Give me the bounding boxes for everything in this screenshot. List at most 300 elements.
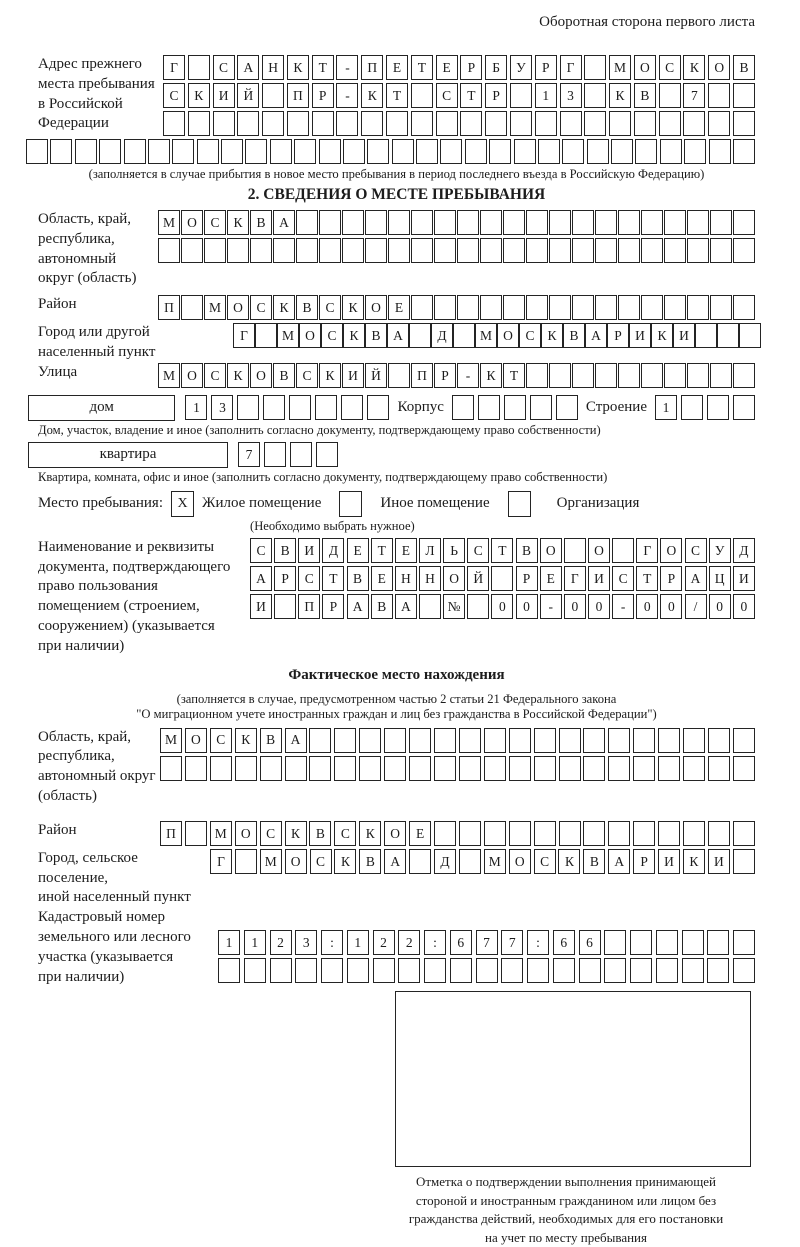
char-cell[interactable]	[733, 756, 755, 781]
char-cell[interactable]	[235, 756, 257, 781]
char-cell[interactable]: О	[235, 821, 257, 846]
checkbox-zhiloe[interactable]: X	[171, 491, 194, 517]
char-cell[interactable]: Р	[485, 83, 507, 108]
char-cell[interactable]: 0	[733, 594, 755, 619]
char-cell[interactable]: Г	[560, 55, 582, 80]
char-cell[interactable]	[739, 323, 761, 348]
char-cell[interactable]	[309, 728, 331, 753]
char-cell[interactable]: 1	[347, 930, 369, 955]
char-cell[interactable]: О	[540, 538, 562, 563]
char-cell[interactable]: С	[534, 849, 556, 874]
char-cell[interactable]	[295, 958, 317, 983]
char-cell[interactable]: Д	[322, 538, 344, 563]
char-cell[interactable]	[527, 958, 549, 983]
char-cell[interactable]: И	[733, 566, 755, 591]
char-cell[interactable]	[319, 139, 341, 164]
char-cell[interactable]	[210, 756, 232, 781]
char-cell[interactable]	[608, 821, 630, 846]
char-cell[interactable]	[526, 295, 548, 320]
char-cell[interactable]: М	[609, 55, 631, 80]
char-cell[interactable]: В	[296, 295, 318, 320]
char-cell[interactable]: С	[659, 55, 681, 80]
char-cell[interactable]	[595, 295, 617, 320]
char-cell[interactable]	[457, 295, 479, 320]
char-cell[interactable]: А	[608, 849, 630, 874]
char-cell[interactable]	[221, 139, 243, 164]
char-cell[interactable]	[509, 756, 531, 781]
char-cell[interactable]: А	[685, 566, 707, 591]
char-cell[interactable]: -	[540, 594, 562, 619]
char-cell[interactable]: И	[588, 566, 610, 591]
char-cell[interactable]	[584, 83, 606, 108]
char-cell[interactable]: Е	[436, 55, 458, 80]
char-cell[interactable]	[255, 323, 277, 348]
char-cell[interactable]	[503, 295, 525, 320]
char-cell[interactable]	[579, 958, 601, 983]
char-cell[interactable]	[503, 238, 525, 263]
char-cell[interactable]: С	[612, 566, 634, 591]
char-cell[interactable]	[634, 111, 656, 136]
char-cell[interactable]: К	[287, 55, 309, 80]
char-cell[interactable]	[365, 238, 387, 263]
char-cell[interactable]: О	[660, 538, 682, 563]
char-cell[interactable]	[491, 566, 513, 591]
char-cell[interactable]	[188, 111, 210, 136]
char-cell[interactable]	[683, 728, 705, 753]
char-cell[interactable]: С	[685, 538, 707, 563]
char-cell[interactable]	[361, 111, 383, 136]
char-cell[interactable]	[618, 363, 640, 388]
char-cell[interactable]: К	[334, 849, 356, 874]
char-cell[interactable]	[618, 238, 640, 263]
char-cell[interactable]: В	[563, 323, 585, 348]
char-cell[interactable]	[635, 139, 657, 164]
char-cell[interactable]: С	[310, 849, 332, 874]
char-cell[interactable]	[658, 821, 680, 846]
char-cell[interactable]	[294, 139, 316, 164]
char-cell[interactable]	[124, 139, 146, 164]
char-cell[interactable]	[50, 139, 72, 164]
char-cell[interactable]	[388, 210, 410, 235]
char-cell[interactable]: О	[227, 295, 249, 320]
char-cell[interactable]	[549, 295, 571, 320]
char-cell[interactable]	[604, 958, 626, 983]
char-cell[interactable]: 7	[476, 930, 498, 955]
char-cell[interactable]: М	[277, 323, 299, 348]
char-cell[interactable]	[343, 139, 365, 164]
char-cell[interactable]: Т	[312, 55, 334, 80]
char-cell[interactable]: А	[395, 594, 417, 619]
char-cell[interactable]	[367, 395, 389, 420]
char-cell[interactable]: И	[629, 323, 651, 348]
char-cell[interactable]: 1	[535, 83, 557, 108]
char-cell[interactable]: П	[158, 295, 180, 320]
char-cell[interactable]: Д	[431, 323, 453, 348]
char-cell[interactable]: И	[708, 849, 730, 874]
char-cell[interactable]	[708, 728, 730, 753]
char-cell[interactable]	[467, 594, 489, 619]
char-cell[interactable]: 1	[244, 930, 266, 955]
char-cell[interactable]	[664, 363, 686, 388]
char-cell[interactable]	[453, 323, 475, 348]
char-cell[interactable]: 2	[398, 930, 420, 955]
char-cell[interactable]: О	[588, 538, 610, 563]
char-cell[interactable]: К	[235, 728, 257, 753]
char-cell[interactable]	[434, 238, 456, 263]
char-cell[interactable]	[99, 139, 121, 164]
char-cell[interactable]: С	[298, 566, 320, 591]
char-cell[interactable]: Г	[233, 323, 255, 348]
char-cell[interactable]	[682, 930, 704, 955]
char-cell[interactable]: К	[319, 363, 341, 388]
char-cell[interactable]	[309, 756, 331, 781]
char-cell[interactable]	[683, 111, 705, 136]
char-cell[interactable]: 0	[636, 594, 658, 619]
char-cell[interactable]	[181, 295, 203, 320]
house-box[interactable]: дом	[28, 395, 175, 421]
char-cell[interactable]: -	[612, 594, 634, 619]
char-cell[interactable]: 7	[501, 930, 523, 955]
char-cell[interactable]: :	[424, 930, 446, 955]
char-cell[interactable]	[538, 139, 560, 164]
char-cell[interactable]: :	[527, 930, 549, 955]
char-cell[interactable]	[733, 849, 755, 874]
char-cell[interactable]	[484, 821, 506, 846]
char-cell[interactable]: К	[480, 363, 502, 388]
char-cell[interactable]	[559, 728, 581, 753]
char-cell[interactable]	[250, 238, 272, 263]
char-cell[interactable]	[347, 958, 369, 983]
char-cell[interactable]	[388, 363, 410, 388]
char-cell[interactable]	[342, 210, 364, 235]
char-cell[interactable]	[612, 538, 634, 563]
char-cell[interactable]	[733, 930, 755, 955]
char-cell[interactable]	[707, 395, 729, 420]
char-cell[interactable]: О	[384, 821, 406, 846]
char-cell[interactable]	[262, 111, 284, 136]
char-cell[interactable]: В	[250, 210, 272, 235]
char-cell[interactable]	[630, 930, 652, 955]
char-cell[interactable]	[411, 210, 433, 235]
char-cell[interactable]	[609, 111, 631, 136]
char-cell[interactable]	[75, 139, 97, 164]
char-cell[interactable]: А	[585, 323, 607, 348]
char-cell[interactable]: У	[510, 55, 532, 80]
char-cell[interactable]: :	[321, 930, 343, 955]
char-cell[interactable]: К	[683, 55, 705, 80]
char-cell[interactable]	[367, 139, 389, 164]
char-cell[interactable]	[683, 821, 705, 846]
char-cell[interactable]	[583, 821, 605, 846]
char-cell[interactable]: Е	[388, 295, 410, 320]
char-cell[interactable]	[188, 55, 210, 80]
char-cell[interactable]: М	[158, 363, 180, 388]
char-cell[interactable]	[434, 210, 456, 235]
char-cell[interactable]: С	[334, 821, 356, 846]
char-cell[interactable]	[274, 594, 296, 619]
char-cell[interactable]: 2	[270, 930, 292, 955]
char-cell[interactable]: 6	[553, 930, 575, 955]
char-cell[interactable]	[608, 728, 630, 753]
char-cell[interactable]: Т	[460, 83, 482, 108]
char-cell[interactable]	[526, 238, 548, 263]
char-cell[interactable]: П	[287, 83, 309, 108]
char-cell[interactable]: К	[651, 323, 673, 348]
char-cell[interactable]: А	[237, 55, 259, 80]
char-cell[interactable]	[359, 728, 381, 753]
char-cell[interactable]: С	[250, 295, 272, 320]
char-cell[interactable]	[514, 139, 536, 164]
char-cell[interactable]: М	[210, 821, 232, 846]
char-cell[interactable]: О	[285, 849, 307, 874]
char-cell[interactable]	[572, 238, 594, 263]
char-cell[interactable]	[365, 210, 387, 235]
char-cell[interactable]	[398, 958, 420, 983]
char-cell[interactable]	[584, 111, 606, 136]
char-cell[interactable]	[633, 728, 655, 753]
char-cell[interactable]	[480, 238, 502, 263]
char-cell[interactable]: О	[509, 849, 531, 874]
char-cell[interactable]: В	[516, 538, 538, 563]
char-cell[interactable]: Ь	[443, 538, 465, 563]
char-cell[interactable]: К	[343, 323, 365, 348]
char-cell[interactable]: Е	[371, 566, 393, 591]
char-cell[interactable]	[687, 210, 709, 235]
char-cell[interactable]: -	[336, 83, 358, 108]
char-cell[interactable]: М	[204, 295, 226, 320]
char-cell[interactable]	[695, 323, 717, 348]
char-cell[interactable]: Й	[467, 566, 489, 591]
char-cell[interactable]: А	[387, 323, 409, 348]
char-cell[interactable]: В	[634, 83, 656, 108]
char-cell[interactable]	[510, 111, 532, 136]
char-cell[interactable]: Г	[564, 566, 586, 591]
char-cell[interactable]	[450, 958, 472, 983]
char-cell[interactable]: Г	[636, 538, 658, 563]
char-cell[interactable]	[707, 958, 729, 983]
char-cell[interactable]	[262, 83, 284, 108]
char-cell[interactable]	[510, 83, 532, 108]
char-cell[interactable]	[296, 210, 318, 235]
char-cell[interactable]	[664, 210, 686, 235]
char-cell[interactable]: Ц	[709, 566, 731, 591]
char-cell[interactable]	[641, 295, 663, 320]
char-cell[interactable]	[656, 958, 678, 983]
checkbox-inoe[interactable]	[339, 491, 362, 517]
char-cell[interactable]	[710, 238, 732, 263]
char-cell[interactable]: В	[347, 566, 369, 591]
char-cell[interactable]: К	[361, 83, 383, 108]
char-cell[interactable]: В	[359, 849, 381, 874]
char-cell[interactable]	[658, 728, 680, 753]
char-cell[interactable]	[535, 111, 557, 136]
char-cell[interactable]: К	[683, 849, 705, 874]
char-cell[interactable]: В	[733, 55, 755, 80]
char-cell[interactable]: 0	[660, 594, 682, 619]
char-cell[interactable]	[285, 756, 307, 781]
char-cell[interactable]	[319, 238, 341, 263]
char-cell[interactable]	[342, 238, 364, 263]
char-cell[interactable]	[656, 930, 678, 955]
char-cell[interactable]: О	[185, 728, 207, 753]
char-cell[interactable]: С	[210, 728, 232, 753]
char-cell[interactable]	[204, 238, 226, 263]
char-cell[interactable]: Р	[322, 594, 344, 619]
char-cell[interactable]: К	[541, 323, 563, 348]
char-cell[interactable]	[682, 958, 704, 983]
char-cell[interactable]	[660, 139, 682, 164]
char-cell[interactable]	[733, 395, 755, 420]
char-cell[interactable]: С	[213, 55, 235, 80]
char-cell[interactable]	[237, 395, 259, 420]
char-cell[interactable]	[452, 395, 474, 420]
char-cell[interactable]: С	[296, 363, 318, 388]
char-cell[interactable]	[572, 295, 594, 320]
char-cell[interactable]	[733, 111, 755, 136]
char-cell[interactable]: О	[634, 55, 656, 80]
char-cell[interactable]: В	[274, 538, 296, 563]
char-cell[interactable]	[459, 849, 481, 874]
char-cell[interactable]: Е	[540, 566, 562, 591]
char-cell[interactable]	[595, 238, 617, 263]
char-cell[interactable]	[316, 442, 338, 467]
char-cell[interactable]	[341, 395, 363, 420]
apartment-box[interactable]: квартира	[28, 442, 228, 468]
char-cell[interactable]	[684, 139, 706, 164]
char-cell[interactable]: О	[365, 295, 387, 320]
char-cell[interactable]	[334, 756, 356, 781]
char-cell[interactable]	[270, 139, 292, 164]
char-cell[interactable]	[26, 139, 48, 164]
char-cell[interactable]	[708, 821, 730, 846]
char-cell[interactable]: В	[583, 849, 605, 874]
char-cell[interactable]	[273, 238, 295, 263]
char-cell[interactable]: О	[443, 566, 465, 591]
char-cell[interactable]	[733, 728, 755, 753]
char-cell[interactable]	[608, 756, 630, 781]
char-cell[interactable]	[708, 83, 730, 108]
char-cell[interactable]: О	[181, 363, 203, 388]
char-cell[interactable]	[436, 111, 458, 136]
char-cell[interactable]: П	[298, 594, 320, 619]
char-cell[interactable]	[659, 83, 681, 108]
char-cell[interactable]: 0	[588, 594, 610, 619]
char-cell[interactable]: С	[250, 538, 272, 563]
char-cell[interactable]	[392, 139, 414, 164]
char-cell[interactable]	[158, 238, 180, 263]
char-cell[interactable]	[633, 821, 655, 846]
char-cell[interactable]	[181, 238, 203, 263]
char-cell[interactable]: Р	[633, 849, 655, 874]
char-cell[interactable]	[658, 756, 680, 781]
char-cell[interactable]	[388, 238, 410, 263]
char-cell[interactable]	[549, 238, 571, 263]
char-cell[interactable]	[641, 363, 663, 388]
char-cell[interactable]	[710, 295, 732, 320]
char-cell[interactable]	[710, 363, 732, 388]
char-cell[interactable]	[290, 442, 312, 467]
char-cell[interactable]	[289, 395, 311, 420]
char-cell[interactable]	[641, 238, 663, 263]
char-cell[interactable]: М	[158, 210, 180, 235]
char-cell[interactable]	[733, 238, 755, 263]
char-cell[interactable]: Р	[312, 83, 334, 108]
char-cell[interactable]	[501, 958, 523, 983]
char-cell[interactable]	[459, 728, 481, 753]
char-cell[interactable]	[559, 756, 581, 781]
char-cell[interactable]	[733, 83, 755, 108]
char-cell[interactable]: К	[359, 821, 381, 846]
char-cell[interactable]	[485, 111, 507, 136]
char-cell[interactable]	[476, 958, 498, 983]
char-cell[interactable]	[641, 210, 663, 235]
char-cell[interactable]	[534, 756, 556, 781]
char-cell[interactable]: Р	[434, 363, 456, 388]
char-cell[interactable]	[384, 728, 406, 753]
char-cell[interactable]	[709, 139, 731, 164]
char-cell[interactable]	[733, 958, 755, 983]
char-cell[interactable]	[572, 363, 594, 388]
char-cell[interactable]	[687, 295, 709, 320]
char-cell[interactable]	[683, 756, 705, 781]
char-cell[interactable]	[618, 210, 640, 235]
char-cell[interactable]: №	[443, 594, 465, 619]
char-cell[interactable]	[386, 111, 408, 136]
char-cell[interactable]: 6	[579, 930, 601, 955]
char-cell[interactable]	[503, 210, 525, 235]
char-cell[interactable]: В	[273, 363, 295, 388]
char-cell[interactable]	[336, 111, 358, 136]
char-cell[interactable]	[459, 821, 481, 846]
char-cell[interactable]: А	[250, 566, 272, 591]
char-cell[interactable]: Д	[434, 849, 456, 874]
char-cell[interactable]	[733, 139, 755, 164]
char-cell[interactable]: П	[361, 55, 383, 80]
char-cell[interactable]: Б	[485, 55, 507, 80]
char-cell[interactable]	[659, 111, 681, 136]
char-cell[interactable]: Е	[347, 538, 369, 563]
char-cell[interactable]: С	[321, 323, 343, 348]
char-cell[interactable]: У	[709, 538, 731, 563]
char-cell[interactable]	[583, 728, 605, 753]
char-cell[interactable]	[244, 958, 266, 983]
char-cell[interactable]	[213, 111, 235, 136]
char-cell[interactable]	[562, 139, 584, 164]
char-cell[interactable]	[296, 238, 318, 263]
char-cell[interactable]: П	[411, 363, 433, 388]
char-cell[interactable]	[315, 395, 337, 420]
char-cell[interactable]: С	[319, 295, 341, 320]
char-cell[interactable]	[504, 395, 526, 420]
char-cell[interactable]	[583, 756, 605, 781]
char-cell[interactable]	[260, 756, 282, 781]
char-cell[interactable]	[237, 111, 259, 136]
char-cell[interactable]: /	[685, 594, 707, 619]
char-cell[interactable]: В	[309, 821, 331, 846]
char-cell[interactable]	[733, 363, 755, 388]
char-cell[interactable]	[465, 139, 487, 164]
char-cell[interactable]: С	[204, 363, 226, 388]
char-cell[interactable]	[681, 395, 703, 420]
char-cell[interactable]: Р	[660, 566, 682, 591]
char-cell[interactable]	[359, 756, 381, 781]
char-cell[interactable]	[480, 210, 502, 235]
char-cell[interactable]: 1	[218, 930, 240, 955]
char-cell[interactable]: С	[163, 83, 185, 108]
char-cell[interactable]	[434, 295, 456, 320]
char-cell[interactable]	[584, 55, 606, 80]
char-cell[interactable]: Е	[386, 55, 408, 80]
